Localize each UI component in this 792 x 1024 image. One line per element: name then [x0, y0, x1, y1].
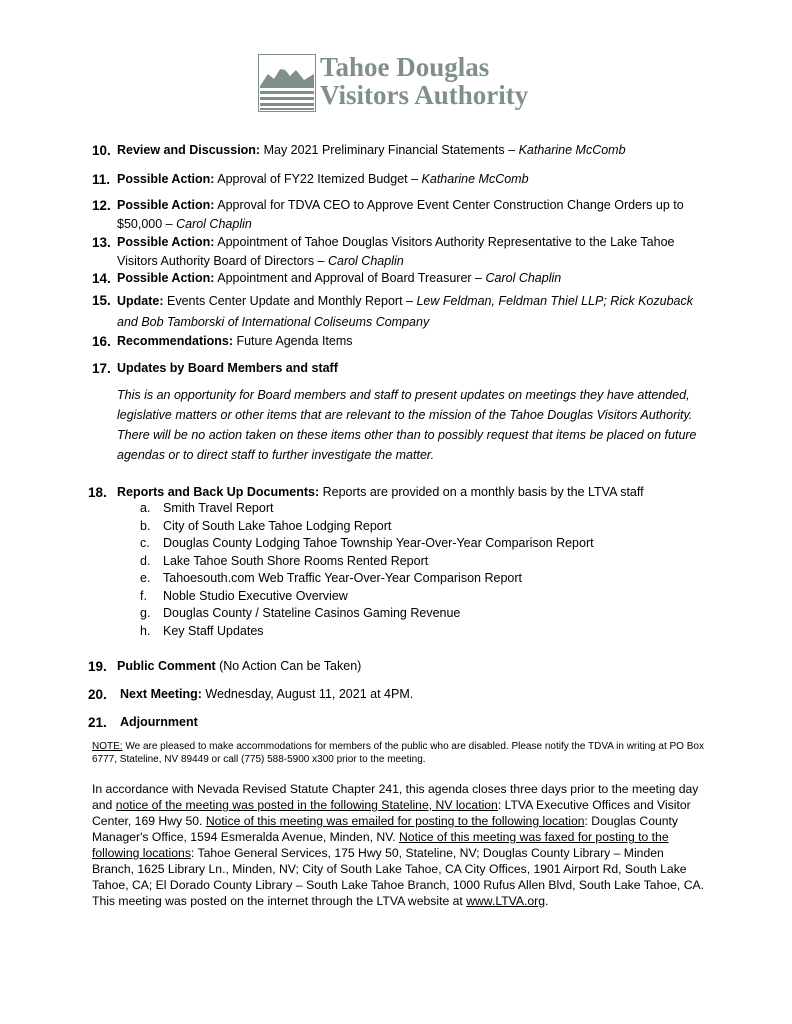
report-list — [140, 500, 660, 640]
item-label: Reports and Back Up Documents: — [117, 485, 320, 499]
tdva-logo — [258, 52, 548, 116]
faxed-locations-heading: Notice of this meeting was faxed for posting to the following locations — [92, 830, 669, 860]
list-item: g. Douglas County / Stateline Casinos Gaming Revenue — [140, 606, 461, 620]
logo-text-line2: Visitors Authority — [320, 80, 529, 110]
item-number: 17. — [92, 361, 111, 376]
item-text: Reports are provided on a monthly basis by the LTVA staff — [319, 485, 644, 499]
list-item: d. Lake Tahoe South Shore Rooms Rented Report — [140, 553, 429, 568]
item-number: 14. — [92, 271, 111, 286]
item-label: Review and Discussion: — [117, 143, 261, 157]
list-item: f. Noble Studio Executive Overview — [140, 588, 348, 603]
list-item: c. Douglas County Lodging Tahoe Township Year-Over-Year Comparison Report — [140, 536, 594, 550]
item-17-description: This is an opportunity for Board members and staff to present updates on meetings they have attended, legislative matters or other items that are relevant to the mission of the Tahoe Douglas Visitors Authority. There will be no action taken on these items other than to possibly request that items be placed on future agendas or to direct staff to further investigate the matter. — [117, 388, 697, 462]
item-presenter: Carol Chaplin — [176, 217, 252, 231]
item-number: 13. — [92, 235, 111, 250]
item-label: Recommendations: — [117, 334, 233, 348]
item-presenter: Carol Chaplin — [485, 271, 562, 285]
item-text: Wednesday, August 11, 2021 at 4PM. — [201, 687, 414, 701]
item-text: Future Agenda Items — [233, 334, 353, 348]
item-text: Approval for TDVA CEO to Approve Event Center Construction Change Orders up to $50,000 – — [117, 198, 684, 231]
item-text: (No Action Can be Taken) — [215, 659, 362, 673]
item-presenter: Katharine McComb — [518, 143, 626, 157]
item-number: 15. — [92, 293, 111, 308]
item-label: Update: — [117, 294, 164, 308]
item-label: Possible Action: — [117, 271, 215, 285]
item-number: 20. — [88, 687, 107, 702]
item-number: 19. — [88, 659, 107, 674]
item-label: Updates by Board Members and staff — [117, 361, 338, 375]
item-number: 18. — [88, 485, 107, 500]
item-label: Next Meeting: — [120, 687, 202, 701]
item-presenter: Katharine McComb — [421, 172, 529, 186]
item-label: Possible Action: — [117, 172, 215, 186]
mountain-lake-logo-icon — [258, 54, 316, 112]
item-label: Possible Action: — [117, 235, 215, 249]
item-text: Approval of FY22 Itemized Budget – — [214, 172, 422, 186]
item-label: Public Comment — [117, 659, 216, 673]
item-number: 11. — [92, 172, 111, 187]
item-number: 12. — [92, 198, 111, 213]
item-presenter: Carol Chaplin — [327, 254, 404, 268]
item-label: Possible Action: — [117, 198, 215, 212]
accessibility-note — [92, 740, 704, 766]
list-item: h. Key Staff Updates — [140, 623, 264, 638]
item-number: 16. — [92, 334, 111, 349]
item-number: 21. — [88, 715, 107, 730]
note-text: We are pleased to make accommodations for members of the public who are disabled. Please notify the TDVA in writing at PO Box 6777, Stateline, NV 89449 or call (775) 588-5900 x300 prior to the meeting. — [92, 741, 704, 765]
list-item: e. Tahoesouth.com Web Traffic Year-Over-Year Comparison Report — [140, 571, 522, 585]
list-item: b. City of South Lake Tahoe Lodging Report — [140, 518, 392, 533]
item-number: 10. — [92, 143, 111, 158]
list-item: a. Smith Travel Report — [140, 501, 274, 515]
item-text: May 2021 Preliminary Financial Statements – — [260, 143, 519, 157]
emailed-location-heading: Notice of this meeting was emailed for posting to the following location — [205, 814, 585, 828]
item-presenter: Lew Feldman, Feldman Thiel LLP; Rick Kozuback and Bob Tamborski of International Coliseums Company — [117, 294, 693, 329]
note-label: NOTE: — [92, 741, 123, 752]
ltva-website-link[interactable]: www.LTVA.org — [466, 894, 545, 908]
item-text: Events Center Update and Monthly Report – — [163, 294, 417, 308]
item-text: Appointment of Tahoe Douglas Visitors Authority Representative to the Lake Tahoe Visitors Authority Board of Directors – — [117, 235, 675, 268]
posted-location-heading: notice of the meeting was posted in the following Stateline, NV location — [115, 798, 498, 812]
logo-text-line1: Tahoe Douglas — [320, 52, 490, 82]
item-text: Appointment and Approval of Board Treasurer – — [214, 271, 486, 285]
item-label: Adjournment — [120, 715, 198, 729]
posting-notice: In accordance with Nevada Revised Statute Chapter 241, this agenda closes three days prior to the meeting day and notice of the meeting was posted in the following Stateline, NV location: LTVA Executive Offices and Visitor Center, 169 Hwy 50. Notice of this meeting was emailed for posting to the following location: Douglas County Manager's Office, 1594 Esmeralda Avenue, Minden, NV. Notice of this meeting was faxed for posting to the following locations: Tahoe General Services, 175 Hwy 50, Stateline, NV; Douglas County Library – Minden Branch, 1625 Library Ln., Minden, NV; City of South Lake Tahoe, CA City Offices, 1901 Airport Rd, South Lake Tahoe, CA; El Dorado County Library – South Lake Tahoe Branch, 1000 Rufus Allen Blvd, South Lake Tahoe, CA. This meeting was posted on the internet through the LTVA website at www.LTVA.org. — [92, 782, 705, 908]
